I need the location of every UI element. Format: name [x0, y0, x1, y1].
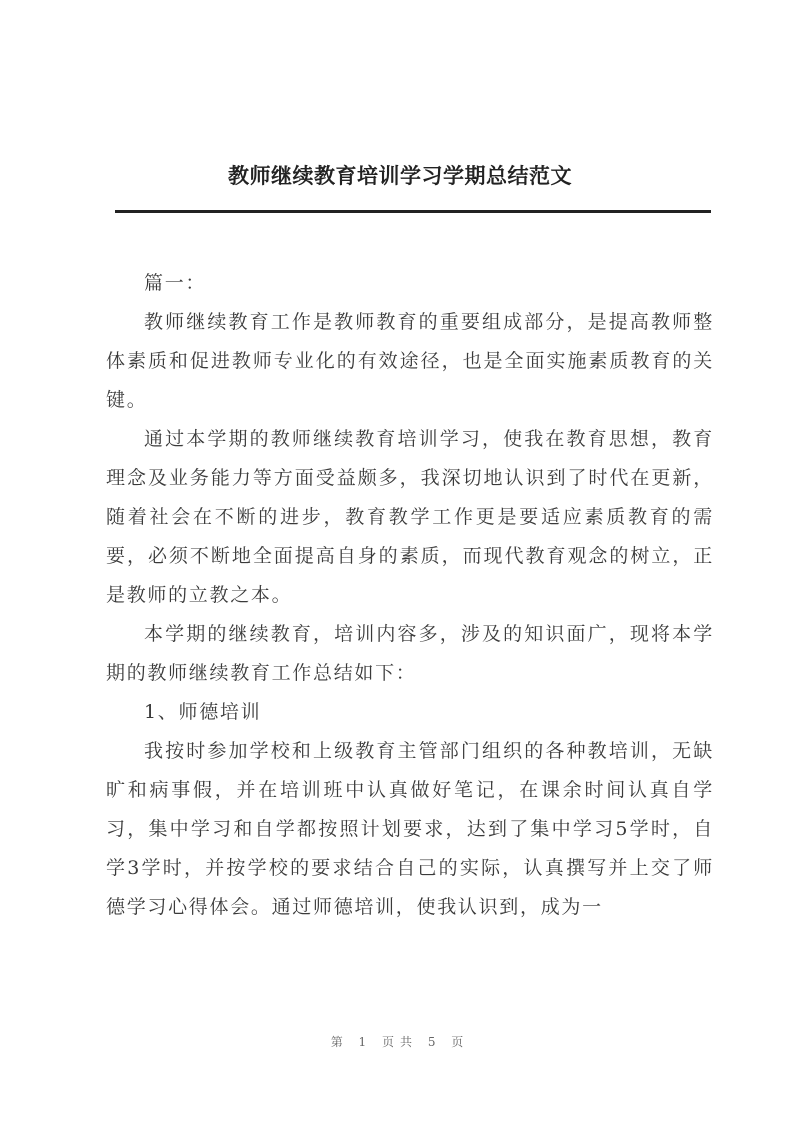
title-divider [115, 210, 711, 213]
paragraph-subheading: 1、师德培训 [144, 701, 262, 723]
page-title: 教师继续教育培训学习学期总结范文 [228, 164, 572, 188]
page-footer: 第 1 页共 5 页 [330, 1035, 470, 1049]
document-body [106, 264, 714, 927]
paragraph: 教师继续教育工作是教师教育的重要组成部分，是提高教师整体素质和促进教师专业化的有效途径，也是全面实施素质教育的关键。 [106, 311, 714, 411]
paragraph-section-heading: 篇一： [144, 272, 207, 294]
paragraph: 通过本学期的教师继续教育培训学习，使我在教育思想，教育理念及业务能力等方面受益颇多，我深切地认识到了时代在更新，随着社会在不断的进步，教育教学工作更是要适应素质教育的需要，必须不断地全面提高自身的素质，而现代教育观念的树立，正是教师的立教之本。 [106, 428, 714, 606]
paragraph: 我按时参加学校和上级教育主管部门组织的各种教培训，无缺旷和病事假，并在培训班中认真做好笔记，在课余时间认真自学习，集中学习和自学都按照计划要求，达到了集中学习5学时，自学3学时，并按学校的要求结合自己的实际，认真撰写并上交了师德学习心得体会。通过师德培训，使我认识到，成为一 [106, 740, 714, 918]
paragraph: 本学期的继续教育，培训内容多，涉及的知识面广，现将本学期的教师继续教育工作总结如下： [106, 623, 714, 684]
